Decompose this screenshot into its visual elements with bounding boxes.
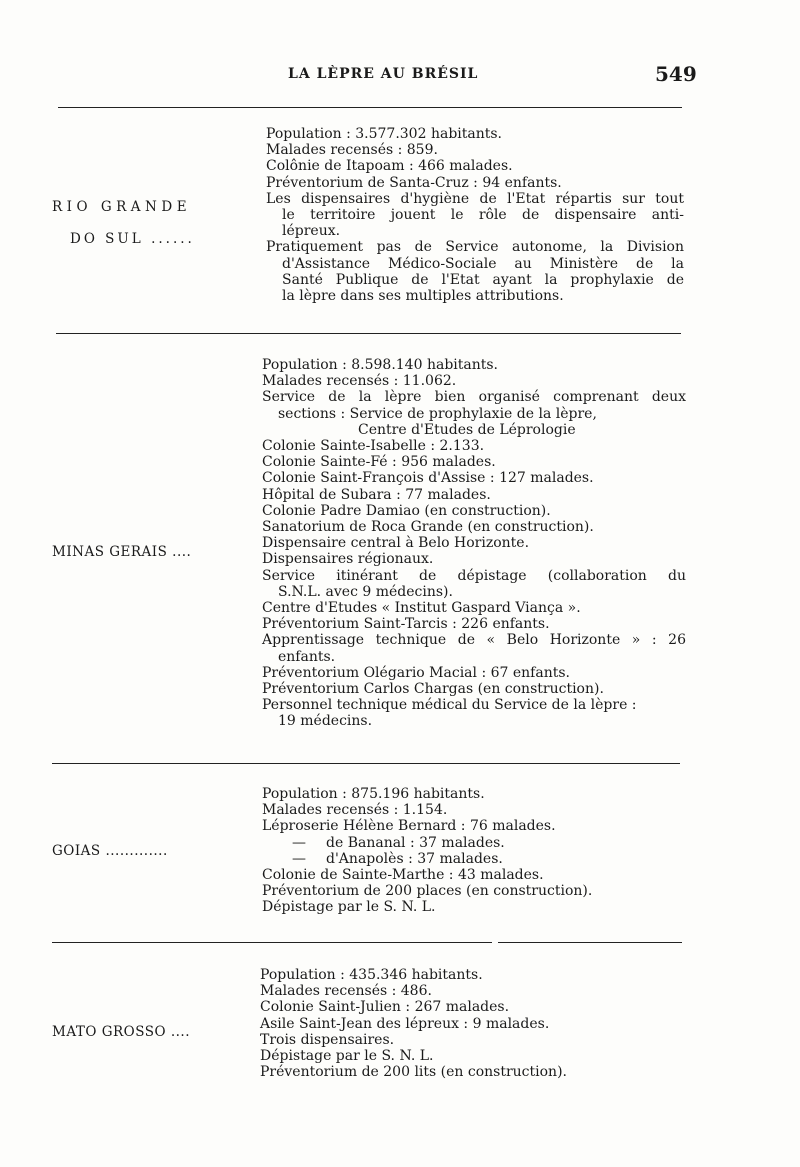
section-rule [56, 333, 681, 334]
entry-line: Préventorium Olégario Macial : 67 enfants. [262, 664, 570, 681]
region-label: RIO GRANDE [52, 199, 192, 215]
entry-line: Colônie de Itapoam : 466 malades. [266, 158, 513, 175]
region-label: MINAS GERAIS .... [52, 544, 192, 560]
entry-line: Apprentissage technique de « Belo Horizonte » : 26 [262, 632, 686, 649]
entry-line: Dispensaire central à Belo Horizonte. [262, 535, 530, 552]
entry-line: Préventorium Carlos Chargas (en construction). [262, 681, 604, 698]
entry-line: Personnel technique médical du Service de la lèpre : [262, 697, 637, 714]
ditto-dash: — [292, 850, 306, 867]
region-label: MATO GROSSO .... [52, 1024, 190, 1040]
entry-line: Colonie Sainte-Isabelle : 2.133. [262, 438, 485, 455]
page-number: 549 [655, 62, 697, 86]
entry-line: Colonie Sainte-Fé : 956 malades. [262, 454, 496, 471]
entry-line: Colonie de Sainte-Marthe : 43 malades. [262, 867, 544, 884]
entry-line-text: de Bananal : 37 malades. [326, 834, 505, 851]
entry-line: Service de la lèpre bien organisé comprenant deux [262, 389, 686, 406]
region-label: GOIAS ............. [52, 843, 168, 859]
region-label-continued: DO SUL ...... [70, 231, 195, 247]
entry-line: Centre d'Etudes « Institut Gaspard Viança ». [262, 600, 581, 617]
entry-line: Dépistage par le S. N. L. [262, 899, 436, 916]
entry-line: Trois dispensaires. [260, 1031, 395, 1048]
entry-line: Malades recensés : 859. [266, 142, 438, 159]
entry-line: Colonie Padre Damiao (en construction). [262, 502, 551, 519]
entry-line: Hôpital de Subara : 77 malades. [262, 486, 491, 503]
entry-line: la lèpre dans ses multiples attributions. [282, 288, 564, 305]
section-rule [52, 763, 680, 764]
entry-line: Service itinérant de dépistage (collaboration du [262, 567, 686, 584]
entry-line: Préventorium de 200 places (en construction). [262, 883, 593, 900]
entry-line: d'Assistance Médico-Sociale au Ministère de la [282, 255, 684, 272]
entry-line-ditto [262, 835, 682, 851]
entry-line-ditto [262, 851, 682, 867]
running-title: LA LÈPRE AU BRÉSIL [288, 66, 479, 82]
entry-line: Population : 8.598.140 habitants. [262, 357, 499, 373]
entry-line: Préventorium Saint-Tarcis : 226 enfants. [262, 616, 550, 633]
entry-line: Préventorium de Santa-Cruz : 94 enfants. [266, 174, 562, 191]
entry-line: Santé Publique de l'Etat ayant la prophylaxie de [282, 271, 684, 288]
entry-line: sections : Service de prophylaxie de la lèpre, [278, 405, 597, 422]
entry-line: Centre d'Etudes de Léprologie [358, 421, 576, 438]
entry-line: enfants. [278, 648, 336, 665]
entry-line: Colonie Saint-Julien : 267 malades. [260, 999, 510, 1016]
entry-line: le territoire jouent le rôle de dispensaire anti- [282, 207, 684, 224]
ditto-dash: — [292, 834, 306, 851]
entry-line: Dépistage par le S. N. L. [260, 1048, 434, 1065]
entry-line: Malades recensés : 1.154. [262, 802, 448, 819]
entry-line: Asile Saint-Jean des lépreux : 9 malades. [260, 1015, 550, 1032]
entry-line: Pratiquement pas de Service autonome, la Division [266, 239, 684, 256]
header-rule [58, 107, 682, 108]
entry-line-text: d'Anapolès : 37 malades. [326, 850, 503, 867]
entry-line: 19 médecins. [278, 713, 373, 730]
entry-line: Population : 3.577.302 habitants. [266, 126, 503, 142]
entry-line: S.N.L. avec 9 médecins). [278, 583, 453, 600]
entry-line: Malades recensés : 486. [260, 983, 432, 1000]
entry-list [260, 967, 680, 1080]
entry-list [266, 126, 684, 304]
entry-list [262, 786, 682, 916]
entry-list [262, 357, 686, 730]
entry-line: Population : 435.346 habitants. [260, 967, 483, 983]
section-rule [52, 942, 492, 943]
entry-line: Sanatorium de Roca Grande (en construction). [262, 519, 594, 536]
entry-line: Malades recensés : 11.062. [262, 373, 457, 390]
entry-line: lépreux. [282, 223, 341, 240]
entry-line: Les dispensaires d'hygiène de l'Etat répartis sur tout [266, 190, 684, 207]
entry-line: Population : 875.196 habitants. [262, 786, 485, 802]
entry-line: Léproserie Hélène Bernard : 76 malades. [262, 818, 556, 835]
entry-line: Préventorium de 200 lits (en construction). [260, 1064, 567, 1081]
section-rule [498, 942, 682, 943]
entry-line: Colonie Saint-François d'Assise : 127 malades. [262, 470, 594, 487]
entry-line: Dispensaires régionaux. [262, 551, 434, 568]
